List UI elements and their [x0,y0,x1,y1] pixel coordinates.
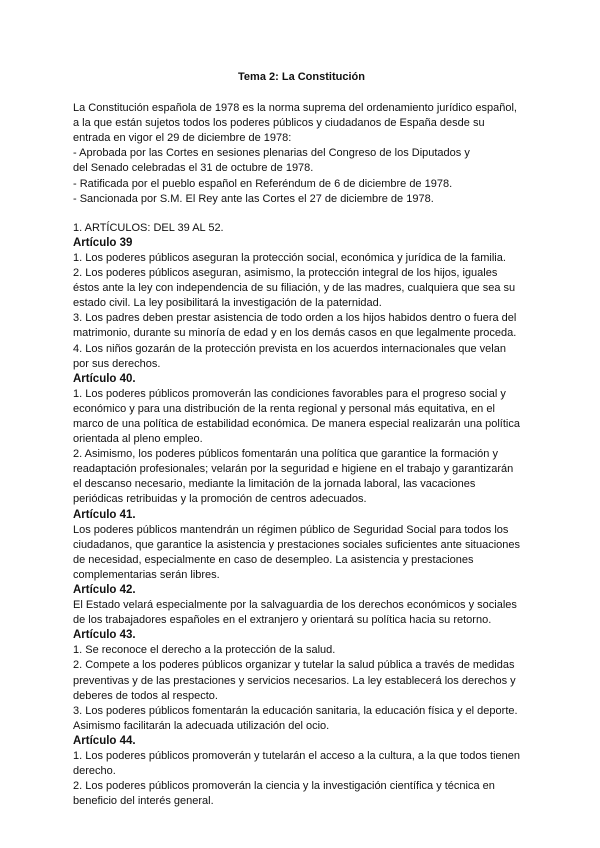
intro-line: - Ratificada por el pueblo español en Referéndum de 6 de diciembre de 1978. [73,177,453,190]
article-line: de necesidad, especialmente en caso de desempleo. La asistencia y prestaciones [73,553,474,566]
article-line: el descanso necesario, mediante la limitación de la jornada laboral, las vacaciones [73,478,476,491]
article-heading: Artículo 42. [73,584,136,596]
article-heading: Artículo 39 [73,236,133,249]
article-line: orientada al pleno empleo. [73,433,203,446]
article-line: Los poderes públicos mantendrán un régimen público de Seguridad Social para todos los [73,523,509,536]
article-heading: Artículo 44. [73,734,136,747]
article-line: readaptación profesionales; velarán por la seguridad e higiene en el trabajo y garantizarán [73,463,514,476]
article-line: 4. Los niños gozarán de la protección prevista en los acuerdos internacionales que velan [73,342,506,355]
document-title: Tema 2: La Constitución [238,71,365,83]
article-line: beneficio del interés general. [73,795,214,808]
section-heading: 1. ARTÍCULOS: DEL 39 AL 52. [73,221,224,234]
article-line: preventivas y de las prestaciones y servicios necesarios. La ley establecerá los derechos y [73,674,516,687]
article-line: periódicas retribuidas y la promoción de centros adecuados. [73,493,367,506]
article-line: 3. Los padres deben prestar asistencia de todo orden a los hijos habidos dentro o fuera del [73,312,517,325]
article-line: 2. Compete a los poderes públicos organizar y tutelar la salud pública a través de medidas [73,659,515,672]
article-line: Asimismo facilitarán la adecuada utilización del ocio. [73,719,330,732]
article-line: económico y para una distribución de la renta regional y personal más equitativa, en el [73,402,495,415]
article-line: 1. Los poderes públicos promoverán las condiciones favorables para el progreso social y [73,387,506,400]
article-line: derecho. [73,765,116,778]
article-line: estado civil. La ley posibilitará la investigación de la paternidad. [73,297,382,310]
article-line: 2. Los poderes públicos aseguran, asimismo, la protección integral de los hijos, iguales [73,267,498,280]
article-line: 1. Se reconoce el derecho a la protección de la salud. [73,644,336,657]
article-heading: Artículo 43. [73,629,136,642]
article-line: complementarias serán libres. [73,568,220,581]
intro-line: - Sancionada por S.M. El Rey ante las Cortes el 27 de diciembre de 1978. [73,192,434,205]
intro-paragraph [73,101,530,207]
article-line: 2. Asimismo, los poderes públicos fomentarán una política que garantice la formación y [73,448,498,461]
intro-line: del Senado celebradas el 31 de octubre de 1978. [73,162,314,175]
article-line: 2. Los poderes públicos promoverán la ciencia y la investigación científica y técnica en [73,780,495,793]
article-line: El Estado velará especialmente por la salvaguardia de los derechos económicos y sociales [73,599,517,612]
article-line: éstos ante la ley con independencia de su filiación, y de las madres, cualquiera que sea su [73,282,516,295]
article-line: deberes de todos al respecto. [73,689,218,702]
article-line: por sus derechos. [73,357,161,370]
article-40 [73,372,530,508]
article-line: ciudadanos, que garantice la asistencia y prestaciones sociales suficientes ante situaciones [73,538,520,551]
article-43 [73,628,530,734]
intro-line: - Aprobada por las Cortes en sesiones plenarias del Congreso de los Diputados y [73,147,470,160]
intro-line: La Constitución española de 1978 es la norma suprema del ordenamiento jurídico español, [73,102,517,115]
article-line: matrimonio, durante su minoría de edad y en los demás casos en que legalmente proceda. [73,327,517,340]
article-line: 3. Los poderes públicos fomentarán la educación sanitaria, la educación física y el deporte. [73,704,518,717]
intro-line: a la que están sujetos todos los poderes públicos y ciudadanos de España desde su [73,117,485,130]
article-line: 1. Los poderes públicos aseguran la protección social, económica y jurídica de la familia. [73,251,506,264]
article-line: 1. Los poderes públicos promoverán y tutelarán el acceso a la cultura, a la que todos tienen [73,750,520,763]
article-41 [73,508,530,583]
article-heading: Artículo 41. [73,508,136,521]
article-line: marco de una política de estabilidad económica. De manera especial realizarán una política [73,417,520,430]
article-42 [73,583,530,628]
article-line: de los trabajadores españoles en el extranjero y orientará su política hacia su retorno. [73,614,492,627]
intro-line: entrada en vigor el 29 de diciembre de 1978: [73,132,292,145]
article-44 [73,734,530,809]
article-39 [73,236,530,372]
article-heading: Artículo 40. [73,372,136,385]
